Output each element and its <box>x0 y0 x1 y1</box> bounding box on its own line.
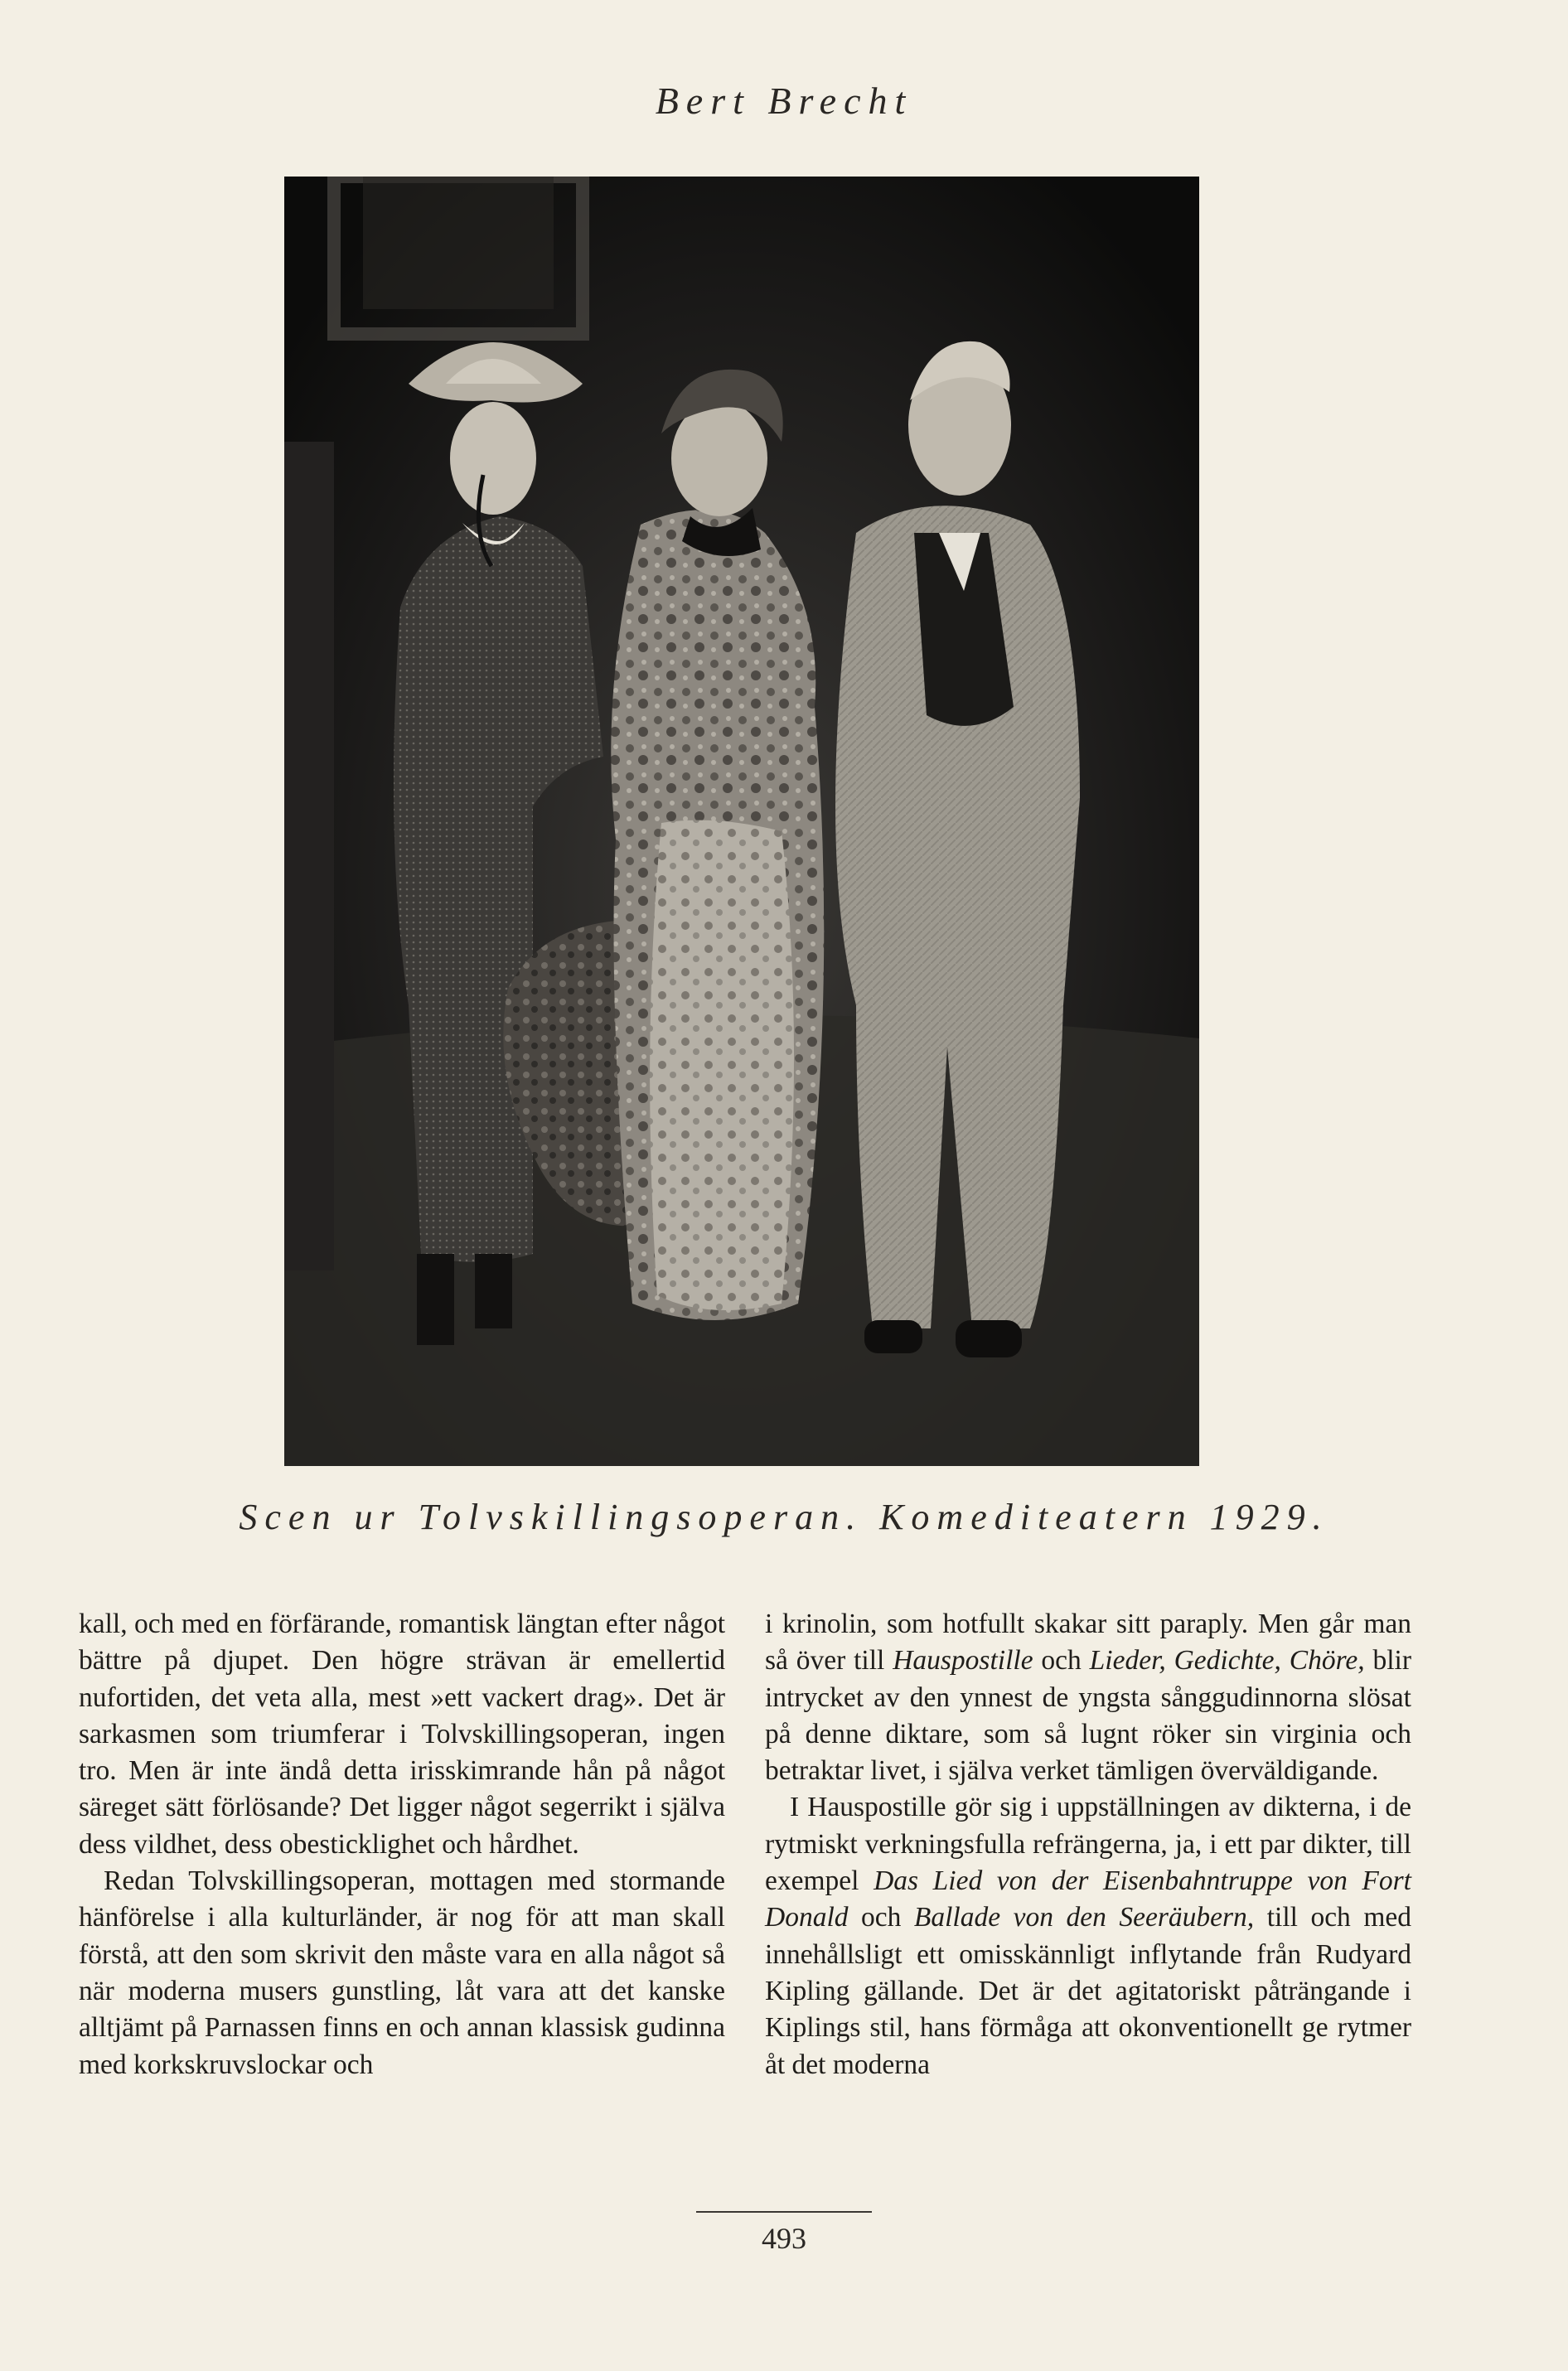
figure-caption: Scen ur Tolvskillingsoperan. Komediteatern 1929. <box>239 1497 1329 1537</box>
right-paragraph-1: i krinolin, som hotfullt skakar sitt paraply. Men går man så över till Hauspostille och Lieder, Gedichte, Chöre, blir intrycket av den ynnest de yngsta sånggudinnorna slösat på denne diktare, som så lugnt röker sin virginia och betraktar livet, i själva verket tämligen överväldigande. <box>765 1609 1411 1787</box>
running-head: Bert Brecht <box>655 80 913 122</box>
page-number-rule <box>696 2211 872 2213</box>
photo-illustration <box>284 177 1199 1466</box>
right-column <box>765 1606 1411 2083</box>
right-paragraph-2: I Hauspostille gör sig i uppställningen av dikterna, i de rytmiskt verkningsfulla refrängerna, ja, i ett par dikter, till exempel Das Lied von der Eisenbahntruppe von Fort Donald och Ballade von den Seeräubern, till och med innehållsligt ett omisskännligt inflytande från Rudyard Kipling gällande. Det är det agitatoriskt påträngande i Kiplings stil, hans förmåga att okonventionellt ge rytmer åt det moderna <box>765 1792 1411 2080</box>
left-column <box>79 1606 725 2083</box>
scene-photograph <box>284 177 1199 1466</box>
left-paragraph-1: kall, och med en förfärande, romantisk längtan efter något bättre på djupet. Den högre strävan är emellertid nufortiden, det veta alla, mest »ett vackert drag». Det är sarkasmen som triumferar i Tolvskillingsoperan, ingen tro. Men är inte ändå detta irisskimrande hån på något säreget sätt förlösande? Det ligger något segerrikt i själva dess vildhet, dess obesticklighet och hårdhet. <box>79 1609 725 1860</box>
page-number: 493 <box>762 2222 806 2255</box>
left-paragraph-2: Redan Tolvskillingsoperan, mottagen med stormande hänförelse i alla kulturländer, är nog för att man skall förstå, att den som skrivit den måste vara en alla något så när moderna musers gunstling, låt vara att det kanske alltjämt på Parnassen finns en och annan klassisk gudinna med korkskruvslockar och <box>79 1865 725 2080</box>
